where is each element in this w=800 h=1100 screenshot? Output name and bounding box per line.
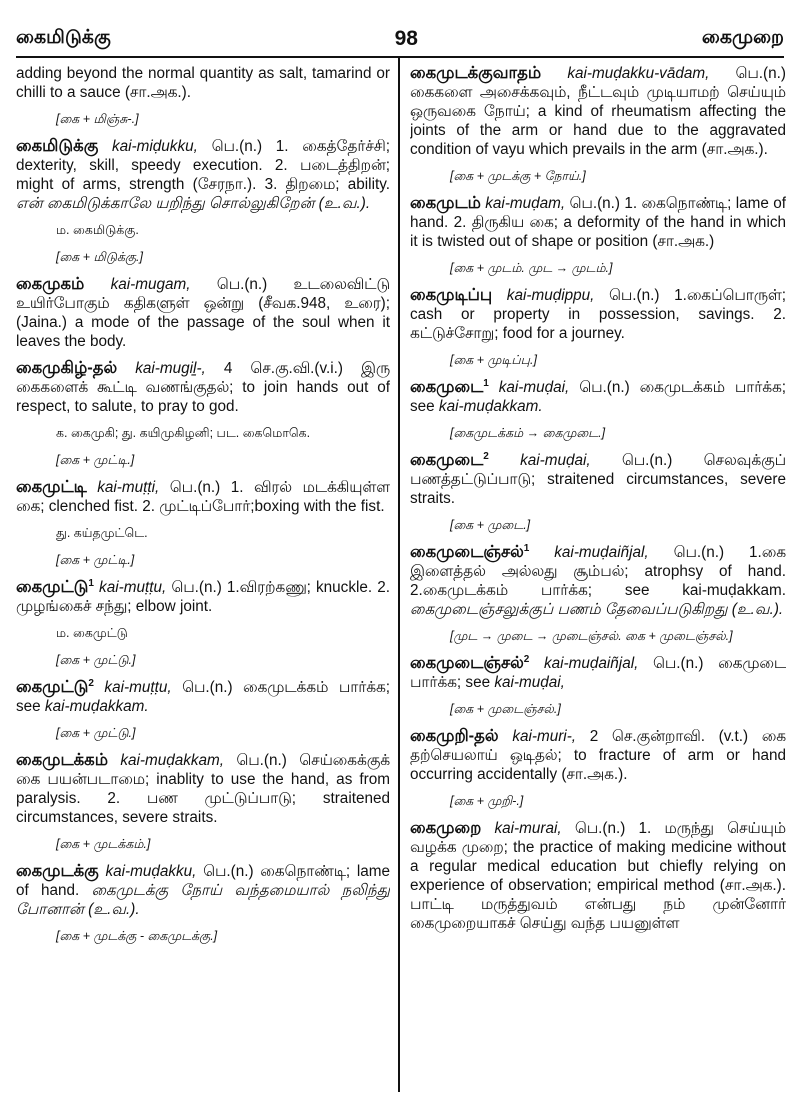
dictionary-entry xyxy=(16,862,390,919)
entry-definition: பெ.(n.) கைமுடை பார்க்க; see xyxy=(410,655,786,691)
entry-definition: பெ.(n.) 1.கை இளைத்தல் அல்லது சூம்பல்; atrophsy of hand. 2.கைமுடக்கம் பார்க்க; see kai-muḍakkam. xyxy=(410,544,786,599)
dictionary-entry xyxy=(16,359,390,416)
dictionary-entry xyxy=(16,137,390,213)
homonym-number: 2 xyxy=(523,653,530,665)
entry-headword: கைமுறை xyxy=(410,819,482,837)
entry-headword: கைமுட்டு xyxy=(16,578,89,596)
dictionary-entry xyxy=(410,727,786,784)
entry-definition: பெ.(n.) 1. கைத்தேர்ச்சி; dexterity, skill, speedy execution. 2. படைத்திறன்; might of arms, strength (சேரநா.). 3. திறமை; ability. xyxy=(16,138,390,193)
dictionary-entry xyxy=(410,64,786,159)
dictionary-entry xyxy=(16,578,390,616)
dictionary-entry xyxy=(410,654,786,692)
entry-transliteration: kai-murai, xyxy=(494,820,562,837)
entry-transliteration: kai-mugam, xyxy=(110,276,191,293)
entry-definition: பெ.(n.) கைநொண்டி; lame of hand. xyxy=(16,863,390,899)
entry-example: என் கைமிடுக்காலே யறிந்து சொல்லுகிறேன் (உ.வ.). xyxy=(16,195,371,212)
dictionary-entry xyxy=(16,751,390,827)
entry-headword: கைமுடக்குவாதம் xyxy=(410,64,542,82)
entry-definition: adding beyond the normal quantity as salt, tamarind or chilli to a sauce (சா.அக.). xyxy=(16,65,390,101)
homonym-number: 1 xyxy=(483,377,489,389)
entry-headword: கைமுடிப்பு xyxy=(410,286,493,304)
header-left-guideword: கைமிடுக்கு xyxy=(16,27,111,48)
entry-definition: பெ.(n.) கைமுடக்கம் பார்க்க; see xyxy=(16,679,390,715)
entry-continuation xyxy=(16,64,390,102)
entry-definition: பெ.(n.) 1.கைப்பொருள்; cash or property in possession, savings. 2. கட்டுச்சோறு; food for a journey. xyxy=(410,287,786,342)
entry-definition: பெ.(n.) 1. மருந்து செய்யும் வழக்க முறை; the practice of making medicine without a regular medical education but chiefly relying on experience of observation; empirical method (சா.அக.). பாட்டி மருத்துவம் என்பது நம் முன்னோர் கைமுறையாகச் செய்து வந்த பயனுள்ள xyxy=(410,820,786,932)
entry-headword: கைமிடுக்கு xyxy=(16,137,99,155)
header-rule xyxy=(16,56,784,58)
etymology-note: [கை + முட்டி.] xyxy=(56,453,135,467)
etymology-note: [கை + முடக்கு + நோய்.] xyxy=(450,169,586,183)
etymology-note: [கை + மிஞ்சு-.] xyxy=(56,112,139,126)
column-divider xyxy=(398,56,400,1092)
etymology-note: [கை + முடிப்பு.] xyxy=(450,353,537,367)
page-number: 98 xyxy=(394,27,418,50)
entry-headword: கைமுடக்கம் xyxy=(16,751,109,769)
entry-headword: கைமுடைஞ்சல் xyxy=(410,654,524,672)
etymology-note: [கை + முறி-.] xyxy=(450,794,524,808)
entry-transliteration: kai-muḍai, xyxy=(498,379,570,396)
etymology-note: [கை + முடை.] xyxy=(450,518,531,532)
left-column xyxy=(16,64,390,1092)
entry-example: கைமுடைஞ்சலுக்குப் பணம் தேவைப்படுகிறது (உ.வ.). xyxy=(410,601,784,618)
entry-example: kai-muḍai, xyxy=(494,674,565,691)
entry-definition: பெ.(n.) கைமுடக்கம் பார்க்க; see xyxy=(410,379,786,415)
entry-transliteration: kai-mugiḻ-, xyxy=(135,360,206,377)
entry-definition: பெ.(n.) 1. விரல் மடக்கியுள்ள கை; clenched fist. 2. முட்டிப்போர்;boxing with the fist. xyxy=(16,479,390,515)
entry-transliteration: kai-muḍakku-vādam, xyxy=(567,65,710,82)
dictionary-entry xyxy=(410,543,786,619)
entry-headword: கைமுடைஞ்சல் xyxy=(410,543,524,561)
homonym-number: 1 xyxy=(523,542,530,554)
cognates-note: க. கைமுகி; து. கயிமுகிழனி; பட. கைமொகெ. xyxy=(56,426,311,440)
entry-transliteration: kai-muri-, xyxy=(512,728,577,745)
entry-transliteration: kai-muḍakkam, xyxy=(120,752,225,769)
homonym-number: 2 xyxy=(88,677,94,689)
entry-transliteration: kai-miḍukku, xyxy=(112,138,198,155)
entry-headword: கைமுகம் xyxy=(16,275,85,293)
entry-definition: பெ.(n.) கைகளை அசைக்கவும், நீட்டவும் முடியாமற் செய்யும் ஒருவகை நோய்; a kind of rheumatism affecting the joints of the arm or hand due to the aggravated condition of vayu which prevails in the arm (சா.அக.). xyxy=(410,65,786,158)
entry-headword: கைமுறி-தல் xyxy=(410,727,499,745)
entry-transliteration: kai-muḍam, xyxy=(485,195,566,212)
entry-definition: பெ.(n.) செலவுக்குப் பணத்தட்டுப்பாடு; straitened circumstances, severe straits. xyxy=(410,452,786,507)
entry-example: kai-muḍakkam. xyxy=(44,698,149,715)
entry-example: கைமுடக்கு நோய் வந்தமையால் நலிந்து போனான் (உ.வ.). xyxy=(16,882,390,918)
entry-transliteration: kai-muḍaiñjal, xyxy=(554,544,649,561)
header-right-guideword: கைமுறை xyxy=(701,27,784,48)
entry-headword: கைமுட்டி xyxy=(16,478,87,496)
etymology-note: [முட → முடை → முடைஞ்சல். கை + முடைஞ்சல்.] xyxy=(450,629,733,643)
etymology-note: [கைமுடக்கம் → கைமுடை.] xyxy=(450,426,606,440)
entry-headword: கைமுட்டு xyxy=(16,678,89,696)
etymology-note: [கை + முடக்கம்.] xyxy=(56,837,151,851)
dictionary-entry xyxy=(410,819,786,933)
cognates-note: ம. கைமிடுக்கு. xyxy=(56,223,139,237)
dictionary-entry xyxy=(410,451,786,508)
etymology-note: [கை + முட்டு.] xyxy=(56,726,136,740)
etymology-note: [கை + முட்டி.] xyxy=(56,553,135,567)
entry-example: kai-muḍakkam. xyxy=(438,398,543,415)
etymology-note: [கை + மிடுக்கு.] xyxy=(56,250,143,264)
entry-definition: 4 செ.கு.வி.(v.i.) இரு கைகளைக் கூட்டி வணங்குதல்; to join hands out of respect, to salute, to pray to god. xyxy=(16,360,390,415)
entry-headword: கைமுடை xyxy=(410,378,484,396)
dictionary-entry xyxy=(410,378,786,416)
dictionary-entry xyxy=(16,478,390,516)
cognates-note: து. கய்தமுட்டெ. xyxy=(56,526,148,540)
entry-headword: கைமுடக்கு xyxy=(16,862,99,880)
etymology-note: [கை + முடைஞ்சல்.] xyxy=(450,702,561,716)
page-header xyxy=(16,24,784,54)
entry-transliteration: kai-muṭṭi, xyxy=(97,479,160,496)
dictionary-entry xyxy=(410,286,786,343)
entry-definition: பெ.(n.) 1.விரற்கணு; knuckle. 2. முழங்கைச் சந்து; elbow joint. xyxy=(16,579,390,615)
right-column xyxy=(410,64,786,1092)
dictionary-entry xyxy=(410,194,786,251)
entry-headword: கைமுடை xyxy=(410,451,484,469)
entry-definition: பெ.(n.) 1. கைநொண்டி; lame of hand. 2. திருகிய கை; a deformity of the hand in which it is twisted out of shape or position (சா.அக.) xyxy=(410,195,786,250)
entry-transliteration: kai-muḍakku, xyxy=(105,863,197,880)
etymology-note: [கை + முடம். முட → முடம்.] xyxy=(450,261,613,275)
entry-transliteration: kai-muḍippu, xyxy=(506,287,595,304)
entry-transliteration: kai-muṭṭu, xyxy=(99,579,167,596)
dictionary-entry xyxy=(16,275,390,351)
entry-transliteration: kai-muḍai, xyxy=(520,452,591,469)
entry-transliteration: kai-muṭṭu, xyxy=(104,679,172,696)
homonym-number: 1 xyxy=(88,577,94,589)
entry-headword: கைமுகிழ்-தல் xyxy=(16,359,118,377)
entry-headword: கைமுடம் xyxy=(410,194,481,212)
entry-definition: பெ.(n.) உடலைவிட்டு உயிர்போகும் கதிகளுள் ஒன்று (சீவக.948, உரை); (Jaina.) a mode of the passage of the soul when it leaves the body. xyxy=(16,276,390,350)
homonym-number: 2 xyxy=(483,450,489,462)
entry-transliteration: kai-muḍaiñjal, xyxy=(543,655,639,672)
etymology-note: [கை + முட்டு.] xyxy=(56,653,136,667)
entry-definition: பெ.(n.) செய்கைக்குக் கை பயன்படாமை; inablity to use the hand, as from paralysis. 2. பண முட்டுப்பாடு; straitened circumstances, severe straits. xyxy=(16,752,390,826)
cognates-note: ம. கைமுட்டு xyxy=(56,626,128,640)
entry-definition: 2 செ.குன்றாவி. (v.t.) கை தற்செயலாய் ஒடிதல்; to fracture of arm or hand occurring accidentally (சா.அக.). xyxy=(410,728,786,783)
dictionary-entry xyxy=(16,678,390,716)
etymology-note: [கை + முடக்கு - கைமுடக்கு.] xyxy=(56,929,218,943)
